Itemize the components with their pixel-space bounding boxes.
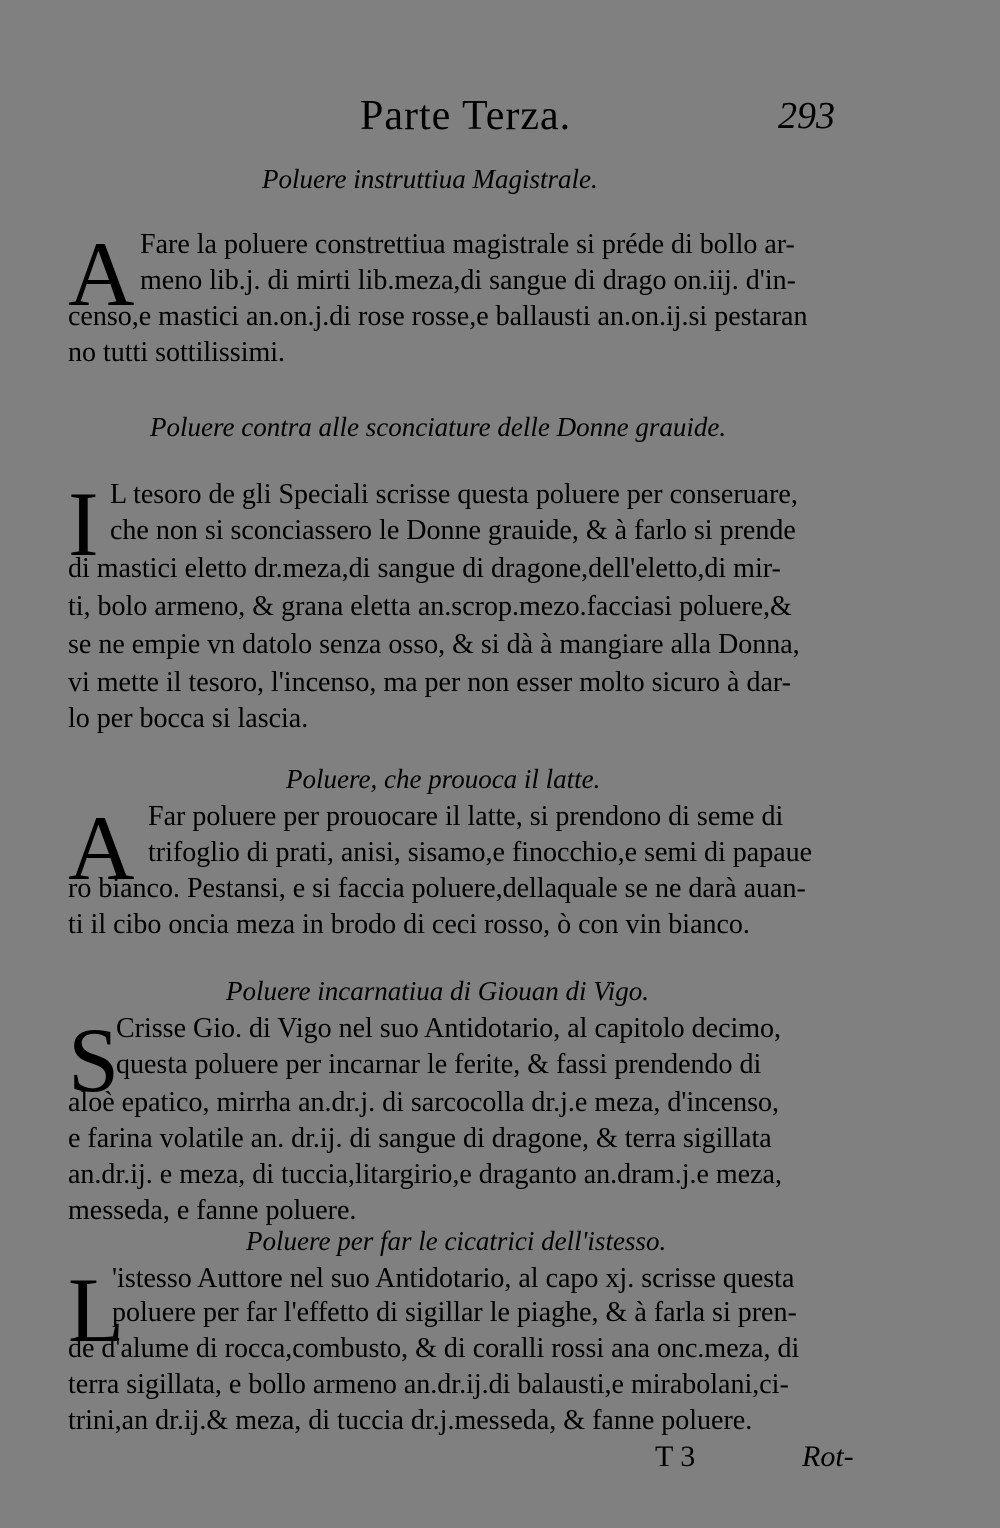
section-heading: Poluere per far le cicatrici dell'istesso. (246, 1226, 667, 1256)
text-line: di mastici eletto dr.meza,di sangue di dragone,dell'eletto,di mir- (68, 553, 781, 584)
text-line: Crisse Gio. di Vigo nel suo Antidotario, al capitolo decimo, (116, 1013, 782, 1044)
section-heading: Poluere incarnatiua di Giouan di Vigo. (226, 976, 649, 1006)
section-paragraph (68, 473, 904, 734)
text-line: trifoglio di prati, anisi, sisamo,e finocchio,e semi di papaue (148, 837, 813, 868)
text-line: ti il cibo oncia meza in brodo di ceci rosso, ò con vin bianco. (68, 909, 750, 940)
section-heading: Poluere contra alle sconciature delle Donne grauide. (150, 412, 727, 442)
text-line: de d'alume di rocca,combusto, & di coralli rossi ana onc.meza, di (68, 1333, 800, 1364)
catchword: Rot- (802, 1440, 854, 1473)
running-title: Parte Terza. (360, 93, 572, 139)
text-line: ti, bolo armeno, & grana eletta an.scrop.mezo.facciasi poluere,& (68, 591, 792, 622)
text-line: messeda, e fanne poluere. (68, 1195, 357, 1226)
text-line: censo,e mastici an.on.j.di rose rosse,e ballausti an.on.ij.si pestaran (68, 301, 808, 332)
text-line: se ne empie vn datolo senza osso, & si dà à mangiare alla Donna, (68, 629, 800, 660)
running-head (0, 92, 1000, 152)
text-line: Fare la poluere constrettiua magistrale si préde di bollo ar- (140, 229, 795, 260)
text-line: 'istesso Auttore nel suo Antidotario, al capo xj. scrisse questa (112, 1263, 795, 1294)
text-line: poluere per far l'effetto di sigillar le piaghe, & à farla si pren- (112, 1297, 797, 1328)
text-line: trini,an dr.ij.& meza, di tuccia dr.j.messeda, & fanne poluere. (68, 1405, 753, 1436)
text-line: lo per bocca si lascia. (68, 703, 309, 734)
text-line: meno lib.j. di mirti lib.meza,di sangue di drago on.iij. d'in- (140, 265, 796, 296)
text-line: vi mette il tesoro, l'incenso, ma per non esser molto sicuro à dar- (68, 667, 791, 698)
drop-cap: L (68, 1259, 125, 1361)
text-line: no tutti sottilissimi. (68, 337, 286, 368)
section-paragraph (68, 797, 904, 950)
section-paragraph (68, 1009, 904, 1226)
text-line: terra sigillata, e bollo armeno an.dr.ij.di balausti,e mirabolani,ci- (68, 1369, 789, 1400)
text-line: aloè epatico, mirrha an.dr.j. di sarcocolla dr.j.e meza, d'incenso, (68, 1087, 779, 1118)
signature-mark: T 3 (655, 1440, 696, 1473)
section-heading: Poluere, che prouoca il latte. (286, 764, 601, 794)
section-paragraph (68, 223, 904, 378)
text-line: Far poluere per prouocare il latte, si prendono di seme di (148, 801, 784, 832)
text-line: an.dr.ij. e meza, di tuccia,litargirio,e draganto an.dram.j.e meza, (68, 1159, 782, 1190)
drop-cap: I (68, 473, 99, 575)
section-heading: Poluere instruttiua Magistrale. (262, 164, 598, 194)
text-line: ro bianco. Pestansi, e si faccia poluere,dellaquale se ne darà auan- (68, 873, 806, 904)
section-paragraph (68, 1259, 904, 1442)
drop-cap: S (68, 1009, 120, 1111)
text-line: e farina volatile an. dr.ij. di sangue di dragone, & terra sigillata (68, 1123, 772, 1154)
drop-cap: A (68, 223, 135, 325)
text-line: che non si sconciassero le Donne grauide, & à farlo si prende (110, 515, 796, 546)
text-line: L tesoro de gli Speciali scrisse questa poluere per conseruare, (110, 479, 798, 510)
page-footer (0, 1440, 1000, 1490)
drop-cap: A (68, 797, 135, 899)
text-line: questa poluere per incarnar le ferite, & fassi prendendo di (116, 1049, 762, 1080)
page-number: 293 (778, 95, 835, 137)
